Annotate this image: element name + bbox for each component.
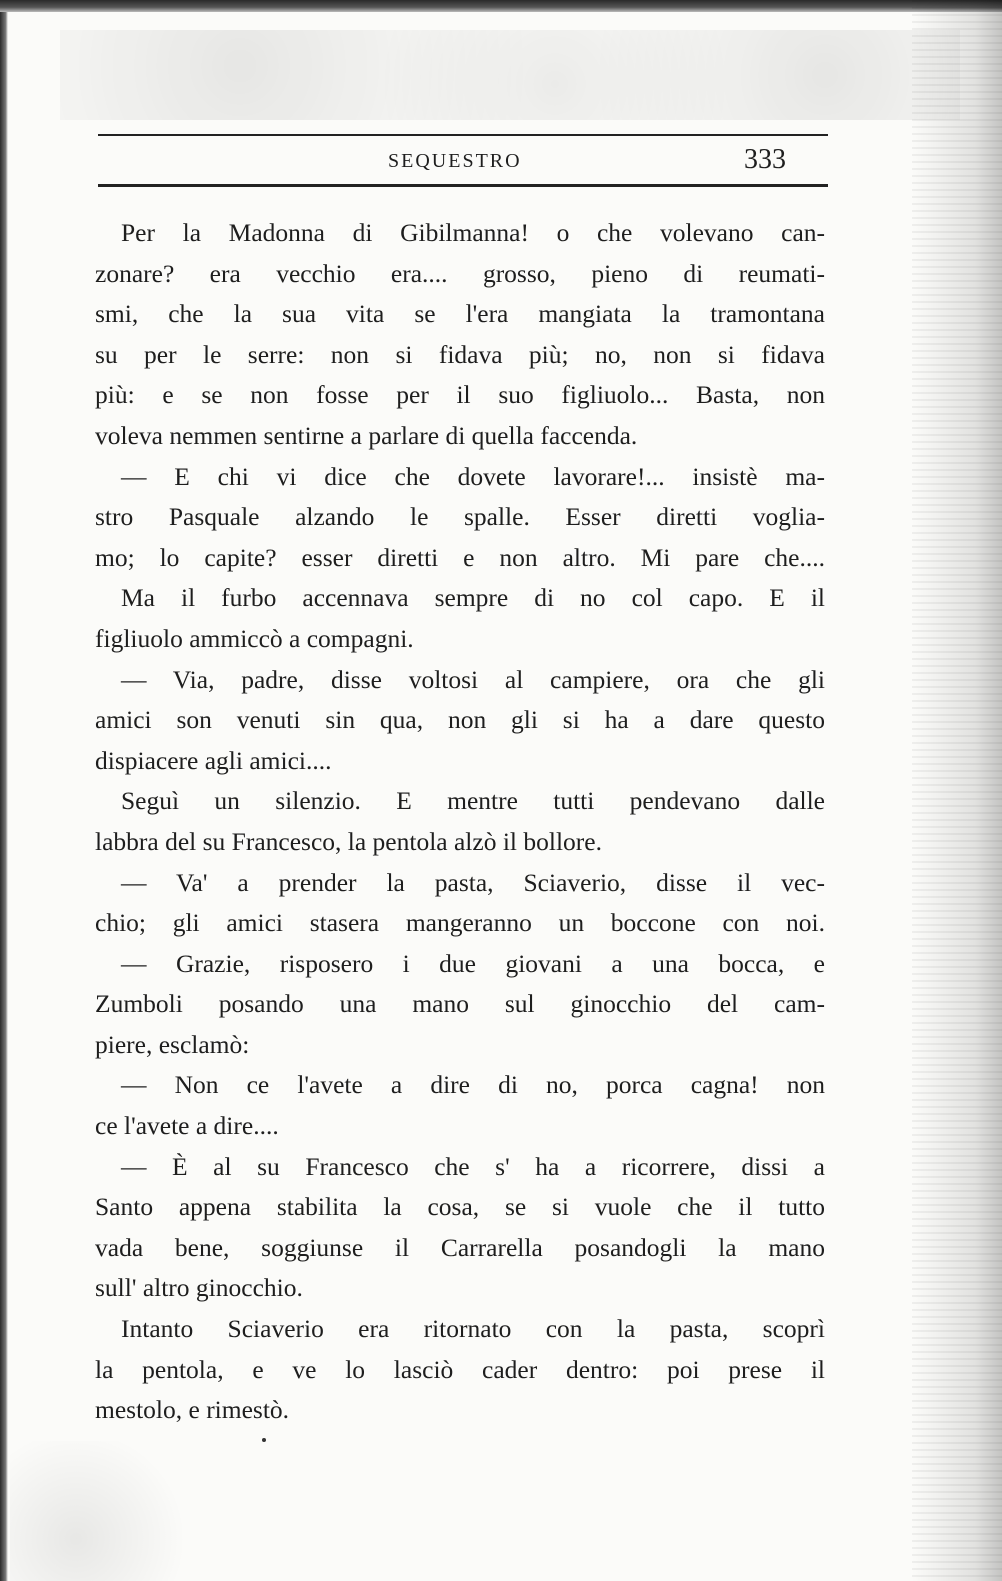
text-line: zonare? era vecchio era.... grosso, pieno di reumati- — [95, 258, 825, 288]
text-line: mestolo, e rimestò. — [95, 1395, 290, 1425]
text-line: Intanto Sciaverio era ritornato con la pasta, scoprì — [121, 1314, 825, 1344]
scan-noise-right — [912, 0, 1002, 1581]
text-line: dispiacere agli amici.... — [95, 745, 332, 775]
text-line: ce l'avete a dire.... — [95, 1111, 279, 1141]
text-line: Ma il furbo accennava sempre di no col capo. E il — [121, 583, 825, 613]
text-line: — Non ce l'avete a dire di no, porca cagna! non — [121, 1070, 825, 1100]
ink-speck — [262, 1438, 266, 1442]
text-line: — Va' a prender la pasta, Sciaverio, disse il vec- — [121, 867, 825, 897]
text-line: vada bene, soggiunse il Carrarella posandogli la mano — [95, 1232, 825, 1262]
text-line: Zumboli posando una mano sul ginocchio del cam- — [95, 989, 825, 1019]
text-line: — Via, padre, disse voltosi al campiere, ora che gli — [121, 664, 825, 694]
text-line: piere, esclamò: — [95, 1029, 250, 1059]
text-line: chio; gli amici stasera mangeranno un boccone con noi. — [95, 908, 825, 938]
text-line: mo; lo capite? esser diretti e non altro. Mi pare che.... — [95, 542, 825, 572]
scan-border-top — [0, 0, 1002, 12]
text-line: Seguì un silenzio. E mentre tutti pendevano dalle — [121, 786, 825, 816]
text-line: amici son venuti sin qua, non gli si ha a dare questo — [95, 705, 825, 735]
header-rule-bottom — [98, 184, 828, 187]
scan-noise-top — [60, 30, 960, 120]
page-number: 333 — [744, 144, 786, 175]
text-line: la pentola, e ve lo lasciò cader dentro: poi prese il — [95, 1354, 825, 1384]
text-line: — E chi vi dice che dovete lavorare!... insistè ma- — [121, 461, 825, 491]
text-line: labbra del su Francesco, la pentola alzò il bollore. — [95, 826, 602, 856]
text-line: Per la Madonna di Gibilmanna! o che volevano can- — [121, 218, 825, 247]
scan-noise-bottom-left — [10, 1441, 230, 1581]
text-line: voleva nemmen sentirne a parlare di quella faccenda. — [95, 420, 638, 450]
text-line: — Grazie, risposero i due giovani a una bocca, e — [121, 948, 825, 978]
text-line: sull' altro ginocchio. — [95, 1273, 303, 1303]
text-line: stro Pasquale alzando le spalle. Esser diretti voglia- — [95, 502, 825, 532]
text-line: Santo appena stabilita la cosa, se si vuole che il tutto — [95, 1192, 825, 1222]
body-text — [95, 213, 825, 1431]
text-line: figliuolo ammiccò a compagni. — [95, 623, 414, 653]
running-title: SEQUESTRO — [388, 150, 522, 172]
page-header — [98, 130, 828, 188]
header-rule-top — [98, 134, 828, 136]
text-line: smi, che la sua vita se l'era mangiata la tramontana — [95, 299, 825, 329]
text-line: su per le serre: non si fidava più; no, non si fidava — [95, 339, 825, 369]
text-line: — È al su Francesco che s' ha a ricorrere, dissi a — [121, 1151, 825, 1181]
text-line: più: e se non fosse per il suo figliuolo... Basta, non — [95, 380, 825, 410]
scan-border-left — [0, 12, 8, 1581]
